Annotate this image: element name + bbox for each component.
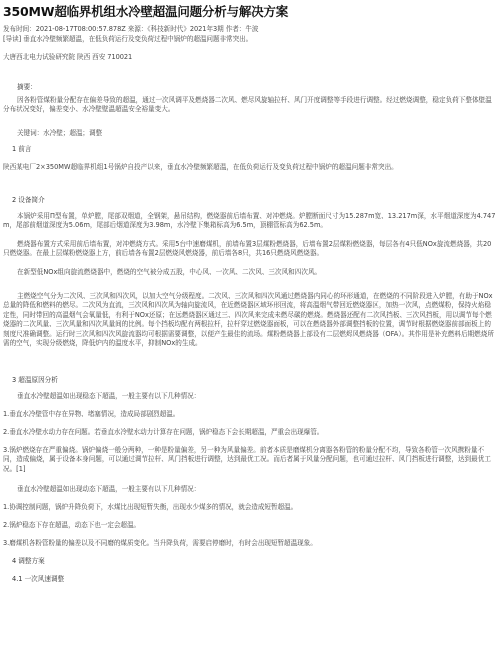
section-2-paragraph-2: 燃烧器布置方式采用前后墙布置，对冲燃烧方式。采用5台中速磨煤机，前墙布置3层煤粉燃烧器，后墙布置2层煤粉燃烧器，每层各有4只低NOx旋流燃烧器，共20只燃烧器。在最上层煤粉燃烧器上方，前后墙各布置2层燃烧风燃烧器，前后墙各8只，共16只燃烧风燃烧器。 <box>3 240 492 258</box>
section-3-heading: 3 超温原因分析 <box>12 376 58 384</box>
section-3-item-2: 2.锅炉稳态下存在超温，动态下也一定会超温。 <box>3 521 141 529</box>
section-2-paragraph-3: 在新型低NOx组向旋流燃烧器中，燃烧的空气被分成五股，中心风、一次风、二次风、三次风和四次风。 <box>17 268 322 276</box>
publish-meta: 发布时间：2021-08-17T08:00:57.878Z 来源：《科技新时代》2021年3期 作者：牛波 <box>3 25 259 33</box>
section-2-paragraph-4: 主燃烧空气分为二次风、三次风和四次风，以加大空气分级程度。二次风、三次风和四次风通过燃烧器内同心的环形通道，在燃烧的不同阶段进入炉膛，有助于NOx总量的降低和燃料的燃尽。二次风为直流，三次风和四次风为轴向旋流风，在近燃烧器区域环形回流，将高温烟气带回近燃烧器区，加热一次风，点燃煤粉，保持火焰稳定性，同时带回的高温烟气会氧量低，有利于NOx还原；在远燃烧器区通过三、四次风来完成未燃尽碳的燃烧。燃烧器还配有二次风挡板、三次风挡板，用以调节每个燃烧器的二次风量、三次风量和四次风量间的比例。每个挡板均配有两根拉杆，拉杆穿过燃烧器面板，可以在燃烧器外部调整挡板的位置，调节时根据燃烧器前部面板上的刻度尺准确调整。运行时三次风和四次风旋流器均可根据需要调整，以便产生最佳的流场。煤粉燃烧器上部设有二层燃烬风燃烧器（OFA）。其作用是补充燃料后期燃烧所需的空气，实现分级燃烧，降低炉内的温度水平，抑制NOx的生成。 <box>3 292 494 348</box>
section-3-item: 1.垂直水冷壁管中存在异物、堵塞情况，造成局部剧烈超温。 <box>3 410 180 418</box>
section-4-heading: 4 调整方案 <box>12 557 45 565</box>
affiliation: 大唐西北电力试验研究院 陕西 西安 710021 <box>3 53 133 61</box>
section-1-text: 陕西某电厂2×350MW超临界机组1号锅炉自投产以来，垂直水冷壁频繁超温，在低负荷运行及变负荷过程中锅炉的超温问题非常突出。 <box>3 163 398 171</box>
section-3-item-2: 1.协调控制问题，锅炉升降负荷下，水煤比出现短暂失衡，出现水少煤多的情况，就会造成短暂超温。 <box>3 503 298 511</box>
section-2-paragraph-1: 本锅炉采用Π型布置，单炉膛，尾部双烟道，全钢架，悬吊结构，燃烧器前后墙布置、对冲燃烧。炉膛断面尺寸为15.287m宽、13.217m深，水平烟道深度为4.747m，尾部前烟道深度为5.06m，尾部后烟道深度为3.98m，水冷壁下集箱标高为6.5m，顶棚管标高为62.5m。 <box>3 212 496 230</box>
section-4-1-heading: 4.1 一次风速调整 <box>12 575 65 583</box>
section-3-intro: 垂直水冷壁超温如出现稳态下超温，一般主要有以下几种情况： <box>17 392 201 400</box>
section-3-item: 3.锅炉燃烧存在严重偏烧。锅炉偏烧一般分两种，一种是粉量偏差，另一种为风量偏差。前者本质是磨煤机分离器各粉管的粉量分配不均，导致各粉管一次风携粉量不同，造成偏烧，属于设备本身问题，可以通过调节拉杆、风门挡板进行调整，达到最优工况。而后者属于风量分配问题，也可通过拉杆、风门挡板进行调整，达到最优工况。[1] <box>3 446 491 473</box>
section-2-heading: 2 设备简介 <box>12 196 45 204</box>
section-1-heading: 1 前言 <box>12 145 32 153</box>
section-3-intro-2: 垂直水冷壁超温如出现动态下超温，一般主要有以下几种情况： <box>17 485 201 493</box>
keywords: 关键词：水冷壁；超温；调整 <box>17 129 103 137</box>
abstract-text: 因各粉管煤粉量分配存在偏差导致的超温，通过一次风调平及燃烧器二次风、燃尽风旋轴拉杆、风门开度调整等手段进行调整。经过燃烧调整，稳定负荷下整体壁温分布状况变好，偏差变小、水冷壁壁温超温安全裕量变大。 <box>3 96 492 114</box>
section-3-item-2: 3.磨煤机各粉管粉量的偏差以及不同磨的煤质变化。当升降负荷，需要启停磨时，有时会出现短暂超温现象。 <box>3 539 317 547</box>
abstract-label: 摘要： <box>17 83 37 91</box>
guide-text: [导读] 垂直水冷壁频繁超温，在低负荷运行及变负荷过程中锅炉的超温问题非常突出。 <box>3 35 253 43</box>
article-title: 350MW超临界机组水冷壁超温问题分析与解决方案 <box>3 4 289 19</box>
section-3-item: 2.垂直水冷壁水动力存在问题。若垂直水冷壁水动力计算存在问题，锅炉稳态下会长期超温，严重会出现爆管。 <box>3 428 324 436</box>
